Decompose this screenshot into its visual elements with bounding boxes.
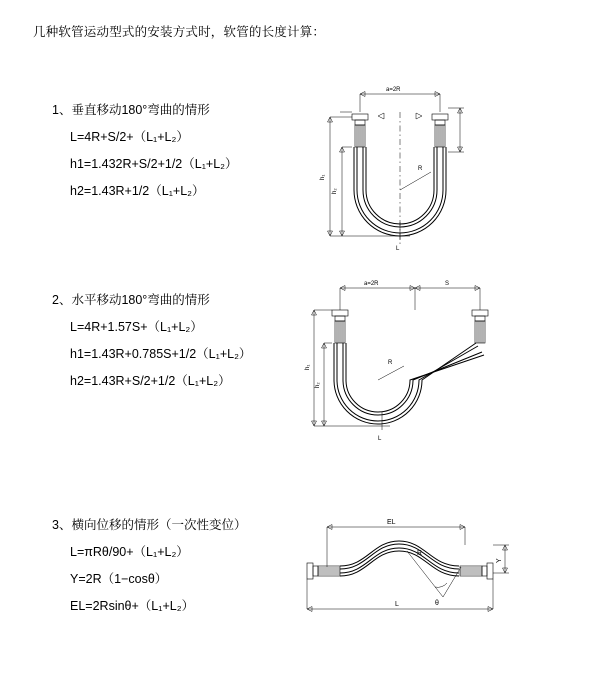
svg-text:R: R xyxy=(388,360,393,366)
svg-text:EL: EL xyxy=(387,519,396,526)
section-3-formula-3: EL=2Rsinθ+（L₁+L₂） xyxy=(70,599,195,613)
svg-text:Y: Y xyxy=(496,558,503,563)
svg-text:h₁: h₁ xyxy=(305,364,311,370)
svg-text:θ: θ xyxy=(435,600,439,607)
svg-text:S: S xyxy=(445,281,450,287)
svg-text:R: R xyxy=(418,166,423,172)
page-title: 几种软管运动型式的安装方式时，软管的长度计算： xyxy=(33,25,326,39)
vertical-180-bend-svg xyxy=(300,72,530,272)
section-2-formula-2: h1=1.43R+0.785S+1/2（L₁+L₂） xyxy=(70,347,252,361)
section-1-text xyxy=(52,100,312,208)
section-3-formula-2: Y=2R（1−cosθ） xyxy=(70,572,168,586)
svg-text:h₁: h₁ xyxy=(320,174,326,180)
svg-text:h₂: h₂ xyxy=(332,188,338,194)
section-2-text xyxy=(52,290,312,398)
horizontal-180-bend-diagram xyxy=(300,270,530,460)
section-2-formula-1: L=4R+1.57S+（L₁+L₂） xyxy=(70,320,203,334)
lateral-offset-diagram xyxy=(295,505,535,635)
lateral-offset-svg xyxy=(295,505,535,635)
section-2-title: 2、水平移动180°弯曲的情形 xyxy=(52,293,210,307)
svg-text:R: R xyxy=(417,550,423,557)
section-2-formula-3: h2=1.43R+S/2+1/2（L₁+L₂） xyxy=(70,374,231,388)
section-1-formula-1: L=4R+S/2+（L₁+L₂） xyxy=(70,130,189,144)
svg-text:L: L xyxy=(396,246,400,252)
section-1-formula-2: h1=1.432R+S/2+1/2（L₁+L₂） xyxy=(70,157,238,171)
horizontal-180-bend-svg xyxy=(300,270,530,460)
svg-text:a=2R: a=2R xyxy=(386,87,401,93)
vertical-180-bend-diagram xyxy=(300,72,530,272)
section-1-title: 1、垂直移动180°弯曲的情形 xyxy=(52,103,210,117)
svg-text:a=2R: a=2R xyxy=(364,281,379,287)
section-3-title: 3、横向位移的情形（一次性变位） xyxy=(52,518,247,532)
svg-text:L: L xyxy=(395,601,399,608)
svg-text:h₂: h₂ xyxy=(315,382,321,388)
section-3-text xyxy=(52,515,312,623)
section-3-formula-1: L=πRθ/90+（L₁+L₂） xyxy=(70,545,189,559)
section-1-formula-3: h2=1.43R+1/2（L₁+L₂） xyxy=(70,184,205,198)
svg-text:L: L xyxy=(378,436,382,442)
